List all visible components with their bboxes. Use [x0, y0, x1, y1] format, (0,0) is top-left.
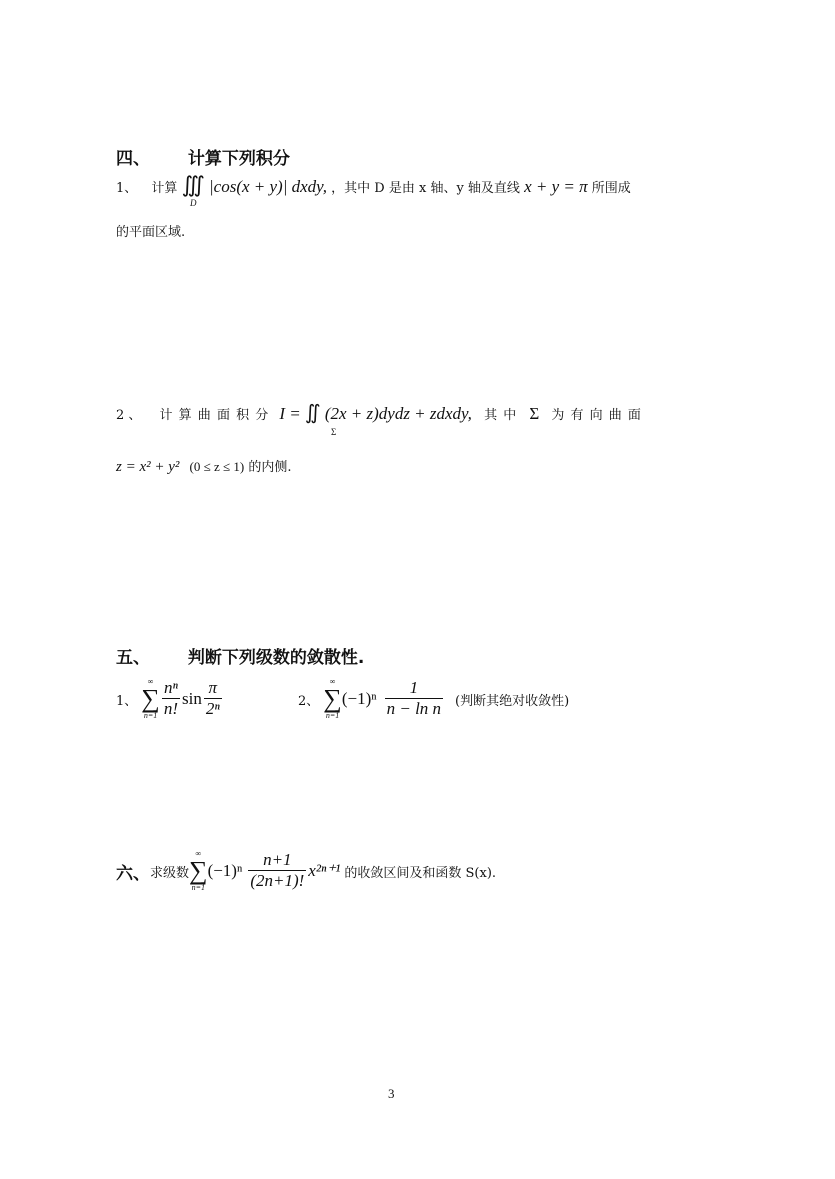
surface-equation: z = x² + y² — [116, 459, 180, 475]
sum-lower: n=1 — [325, 711, 340, 720]
series-note: (判断其绝对收敛性) — [455, 693, 570, 709]
fraction-2 — [204, 679, 222, 719]
power-term: x²ⁿ⁺¹ — [308, 861, 341, 880]
problem-text-3: 的内侧. — [248, 460, 292, 475]
problem-number: 2 、 — [116, 408, 142, 423]
fraction — [162, 679, 180, 719]
section-number: 四、 — [116, 149, 150, 169]
denominator: 2ⁿ — [205, 698, 220, 718]
fraction — [385, 679, 443, 719]
section-title: 判断下列级数的敛散性. — [187, 648, 365, 668]
problem-number: 2、 — [298, 693, 320, 709]
problem-text: 其 中 — [484, 408, 518, 423]
series-2 — [298, 678, 569, 720]
section-title: 计算下列积分 — [187, 149, 290, 169]
surface-range: (0 ≤ z ≤ 1) — [189, 459, 245, 474]
series-1 — [116, 678, 224, 720]
problem-text-2: 为 有 向 曲 面 — [551, 408, 642, 423]
problem-text-2: 所围成 — [591, 181, 631, 196]
problem-lead: 计算 — [151, 181, 178, 196]
summation — [141, 678, 160, 720]
problem-4-1 — [116, 172, 631, 198]
fraction — [248, 851, 306, 891]
problem-text: ，其中 D 是由 x 轴、y 轴及直线 — [331, 181, 520, 196]
problem-lead: 求级数 — [150, 865, 190, 881]
problem-tail: 的收敛区间及和函数 S(x). — [344, 865, 497, 881]
problem-4-2 — [116, 400, 642, 425]
sum-upper: ∞ — [195, 849, 202, 858]
alternating-sign: (−1)ⁿ — [207, 861, 243, 880]
sum-lower: n=1 — [191, 883, 205, 892]
sigma-symbol: Σ — [529, 404, 540, 423]
summation — [189, 850, 208, 892]
double-integral-sign: ∬ — [304, 402, 321, 424]
denominator: (2n+1)! — [250, 870, 305, 890]
numerator: nⁿ — [163, 677, 178, 697]
line-equation: x + y = π — [524, 177, 588, 196]
sum-lower: n=1 — [143, 711, 158, 720]
sum-upper: ∞ — [329, 677, 336, 686]
numerator: 1 — [409, 677, 419, 697]
integral-lhs: I = — [279, 404, 301, 423]
sigma-sign: ∑ — [323, 684, 342, 713]
section-5-heading — [116, 643, 364, 668]
integrand: (2x + z)dydz + zdxdy, — [324, 404, 472, 423]
section-4-heading — [116, 144, 290, 169]
problem-number: 1、 — [116, 181, 138, 196]
problem-number: 1、 — [116, 693, 138, 709]
sigma-sign: ∑ — [141, 684, 160, 713]
sum-upper: ∞ — [147, 677, 154, 686]
integrand: |cos(x + y)| dxdy, — [208, 177, 328, 196]
numerator: π — [208, 677, 218, 697]
triple-integral-sign: ∭ — [181, 172, 205, 197]
section-6 — [116, 850, 496, 892]
alternating-sign: (−1)ⁿ — [341, 689, 377, 708]
page-number: 3 — [388, 1086, 395, 1101]
denominator: n − ln n — [386, 698, 442, 718]
problem-lead: 计 算 曲 面 积 分 — [159, 408, 270, 423]
problem-4-2-continued — [116, 456, 292, 476]
sigma-sign: ∑ — [189, 856, 208, 885]
integration-region: D — [190, 198, 197, 208]
summation — [323, 678, 342, 720]
problem-4-1-continued: 的平面区域. — [116, 225, 186, 240]
numerator: n+1 — [263, 849, 292, 869]
denominator: n! — [163, 698, 178, 718]
section-number: 五、 — [116, 648, 150, 668]
sin-function: sin — [182, 689, 202, 708]
section-number: 六、 — [116, 863, 150, 884]
integral-subscript: Σ — [331, 427, 337, 437]
